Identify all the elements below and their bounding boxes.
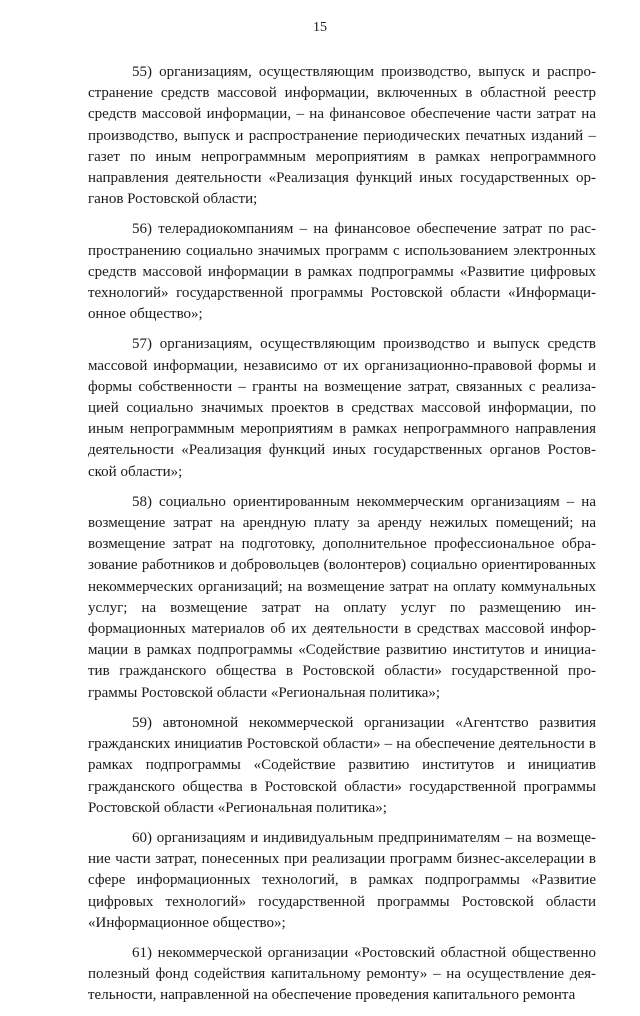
- paragraph-item-59: 59) автономной некоммерческой организации «Агентство развития гражданских инициатив Ростовской области» – на обеспечение деятельности в рамках подпрограммы «Содействие развитию институтов и инициатив гражданского общества в Ростовской области» государственной программы Ростовской области «Региональная политика»;: [88, 714, 596, 816]
- paragraph-item-61: 61) некоммерческой организации «Ростовский областной общественно полезный фонд содействия капитальному ремонту» – на осуществление деятельности, направленной на обеспечение проведения капитального ремонта: [88, 944, 596, 1004]
- paragraph-item-58: 58) социально ориентированным некоммерческим организациям – на возмещение затрат на арендную плату за аренду нежилых помещений; на возмещение затрат на подготовку, дополнительное профессиональное образование работников и добровольцев (волонтеров) социально ориентированных некоммерческих организаций; на возмещение затрат на оплату коммунальных услуг; на возмещение затрат на оплату услуг по размещению информационных материалов об их деятельности в средствах массовой информации в рамках подпрограммы «Содействие развитию институтов и инициатив гражданского общества в Ростовской области» государственной программы Ростовской области «Региональная политика»;: [88, 493, 596, 701]
- page-number: 15: [313, 20, 327, 35]
- paragraph-item-57: 57) организациям, осуществляющим производство и выпуск средств массовой информации, независимо от их организационно-правовой формы и формы собственности – гранты на возмещение затрат, связанных с реализацией социально значимых проектов в средствах массовой информации, по иным непрограммным мероприятиям в рамках непрограммного направления деятельности «Реализация функций иных государственных органов Ростовской области»;: [88, 336, 596, 480]
- paragraph-item-60: 60) организациям и индивидуальным предпринимателям – на возмещение части затрат, понесенных при реализации программ бизнес-акселерации в сфере информационных технологий, в рамках подпрограммы «Развитие цифровых технологий» государственной программы Ростовской области «Информационное общество»;: [88, 829, 596, 931]
- paragraph-item-56: 56) телерадиокомпаниям – на финансовое обеспечение затрат по распространению социально значимых программ с использованием электронных средств массовой информации в рамках подпрограммы «Развитие цифровых технологий» государственной программы Ростовской области «Информационное общество»;: [88, 221, 596, 323]
- document-body: [88, 62, 596, 1016]
- paragraph-item-55: 55) организациям, осуществляющим производство, выпуск и распространение средств массовой информации, включенных в областной реестр средств массовой информации, – на финансовое обеспечение части затрат на производство, выпуск и распространение периодических печатных изданий – газет по иным непрограммным мероприятиям в рамках непрограммного направления деятельности «Реализация функций иных государственных органов Ростовской области;: [88, 64, 596, 208]
